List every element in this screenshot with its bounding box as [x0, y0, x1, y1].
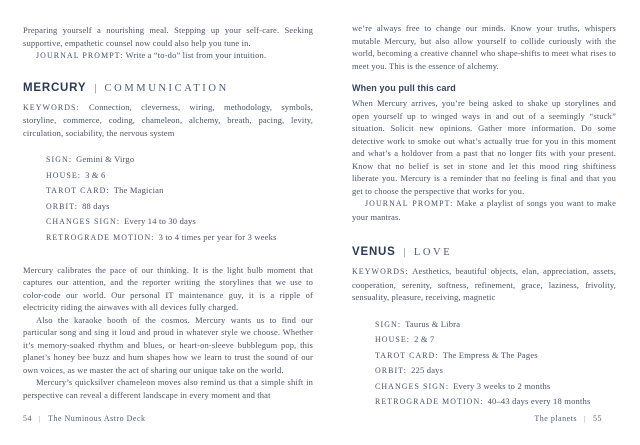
- section-title: The planets: [534, 414, 577, 423]
- fact-label: RETROGRADE MOTION:: [46, 232, 155, 242]
- fact-row-retrograde: [375, 393, 616, 409]
- fact-value: 3 & 6: [85, 169, 106, 180]
- book-title: The Numinous Astro Deck: [48, 414, 146, 423]
- fact-value: 88 days: [82, 200, 110, 211]
- fact-value: 40–43 days every 18 months: [487, 396, 591, 407]
- fact-label: CHANGES SIGN:: [375, 381, 450, 391]
- right-page-footer: [352, 414, 602, 423]
- fact-label: RETROGRADE MOTION:: [375, 397, 484, 407]
- fact-value: Taurus & Libra: [405, 318, 461, 329]
- fact-label: HOUSE:: [46, 170, 82, 180]
- fact-value: 225 days: [411, 365, 444, 376]
- fact-value: The Magician: [113, 185, 164, 196]
- fact-value: Every 3 weeks to 2 months: [453, 380, 551, 391]
- fact-row-orbit: [46, 198, 313, 214]
- fact-value: 3 to 4 times per year for 3 weeks: [158, 231, 277, 242]
- pull-card-body: When Mercury arrives, you’re being asked to shake up storylines and open yourself up to winged ways in and out of a seemingly “stuck” situation. Solicit new opinions. Gather more information. Do some detective work to smoke out what’s actually true for you in this moment and what’s a holdover from a past that no longer fits with your present. Know that no belief is set in stone and let this mood ring shiftiness liberate you. Mercury is a reminder that no feeling is final and that you get to choose the perspective that works for you.: [352, 98, 616, 196]
- journal-prompt-right: [352, 197, 616, 223]
- keywords-label: KEYWORDS:: [23, 102, 80, 112]
- fact-value: 2 & 7: [414, 334, 435, 345]
- journal-prompt-text: Write a “to-do” list from your intuition.: [125, 50, 267, 60]
- venus-keywords: [352, 265, 616, 304]
- right-page-number: 55: [593, 414, 602, 423]
- journal-prompt-left: [23, 49, 313, 63]
- pull-card-heading: When you pull this card: [352, 83, 456, 93]
- venus-theme: LOVE: [413, 247, 453, 258]
- fact-label: CHANGES SIGN:: [46, 217, 121, 227]
- keywords-text: Aesthetics, beautiful objects, elan, appreciation, assets, cooperation, serenity, softness, refinement, grace, laziness, frivolity, sensuality, pleasure, receiving, magnetic: [352, 266, 616, 302]
- journal-prompt-text: Make a playlist of songs you want to make your mantras.: [352, 198, 617, 222]
- fact-row-orbit: [375, 362, 616, 378]
- fact-row-tarot: [375, 347, 616, 363]
- fact-label: ORBIT:: [375, 366, 408, 376]
- intro-paragraph: Preparing yourself a nourishing meal. Stepping up your self-care. Seeking supportive, empathetic counsel now could also help you tune in.: [23, 25, 313, 48]
- journal-prompt-label: JOURNAL PROMPT:: [365, 199, 454, 208]
- keywords-label: KEYWORDS:: [352, 267, 409, 276]
- mercury-title: MERCURY: [23, 81, 87, 94]
- mercury-body-para2: Also the karaoke booth of the cosmos. Mercury wants us to find our particular song and sing it loud and proud in whatever style we choose. Whether it’s memory-soaked rhythm and blues, or heart-on-sleeve bubblegum pop, this planet’s honey bee buzz and hum shapes how we learn to trust the sound of our own voices, as we master the act of sharing our unique take on the world.: [23, 314, 313, 375]
- fact-row-house: [375, 331, 616, 347]
- fact-value: The Empress & The Pages: [442, 349, 538, 360]
- mercury-continuation-paragraph: we’re always free to change our minds. Know your truths, whispers mutable Mercury, but also allow yourself to collide curiously with the world, becoming a creative channel who shape-shifts to meet what rises to meet you. This is the essence of alchemy.: [352, 23, 616, 71]
- fact-label: SIGN:: [375, 319, 402, 329]
- fact-row-changes-sign: [375, 378, 616, 394]
- venus-heading: [352, 242, 616, 260]
- fact-row-sign: [375, 316, 616, 332]
- left-page: [23, 24, 313, 401]
- fact-label: TAROT CARD:: [375, 350, 439, 360]
- venus-facts-list: [375, 316, 616, 410]
- mercury-facts-list: [46, 151, 313, 245]
- mercury-heading: [23, 78, 313, 96]
- fact-value: Gemini & Virgo: [76, 154, 135, 164]
- fact-label: HOUSE:: [375, 335, 411, 345]
- heading-divider: |: [94, 81, 97, 94]
- left-page-footer: [23, 414, 146, 423]
- fact-row-retrograde: [46, 229, 313, 245]
- left-page-number: 54: [23, 414, 32, 423]
- right-page: [352, 22, 616, 409]
- mercury-theme: COMMUNICATION: [104, 82, 229, 94]
- mercury-body-para3: Mercury’s quicksilver chameleon moves also remind us that a simple shift in perspective can reveal a different landscape in every moment and that: [23, 377, 313, 400]
- fact-label: ORBIT:: [46, 201, 79, 211]
- footer-divider: |: [39, 414, 42, 423]
- fact-row-tarot: [46, 182, 313, 198]
- keywords-text: Connection, cleverness, wiring, methodology, symbols, storyline, commerce, coding, chameleon, alchemy, breath, pacing, levity, circulation, sociability, the nervous system: [23, 101, 313, 138]
- fact-row-sign: [46, 151, 313, 167]
- footer-divider: |: [583, 414, 586, 423]
- fact-row-house: [46, 167, 313, 183]
- heading-divider: |: [403, 246, 406, 258]
- journal-prompt-label: JOURNAL PROMPT:: [36, 51, 124, 60]
- fact-value: Every 14 to 30 days: [124, 216, 196, 227]
- venus-title: VENUS: [352, 246, 396, 258]
- fact-label: SIGN:: [46, 155, 73, 164]
- fact-row-changes-sign: [46, 213, 313, 229]
- mercury-keywords: [23, 101, 313, 140]
- fact-label: TAROT CARD:: [46, 186, 110, 196]
- mercury-body-para1: Mercury calibrates the pace of our thinking. It is the light bulb moment that captures our attention, and the reporter writing the storylines that we use to color-code our world. Our personal IT maintenance guy, it is a ripple of electricity riding the airwaves with all devices fully charged.: [23, 264, 313, 313]
